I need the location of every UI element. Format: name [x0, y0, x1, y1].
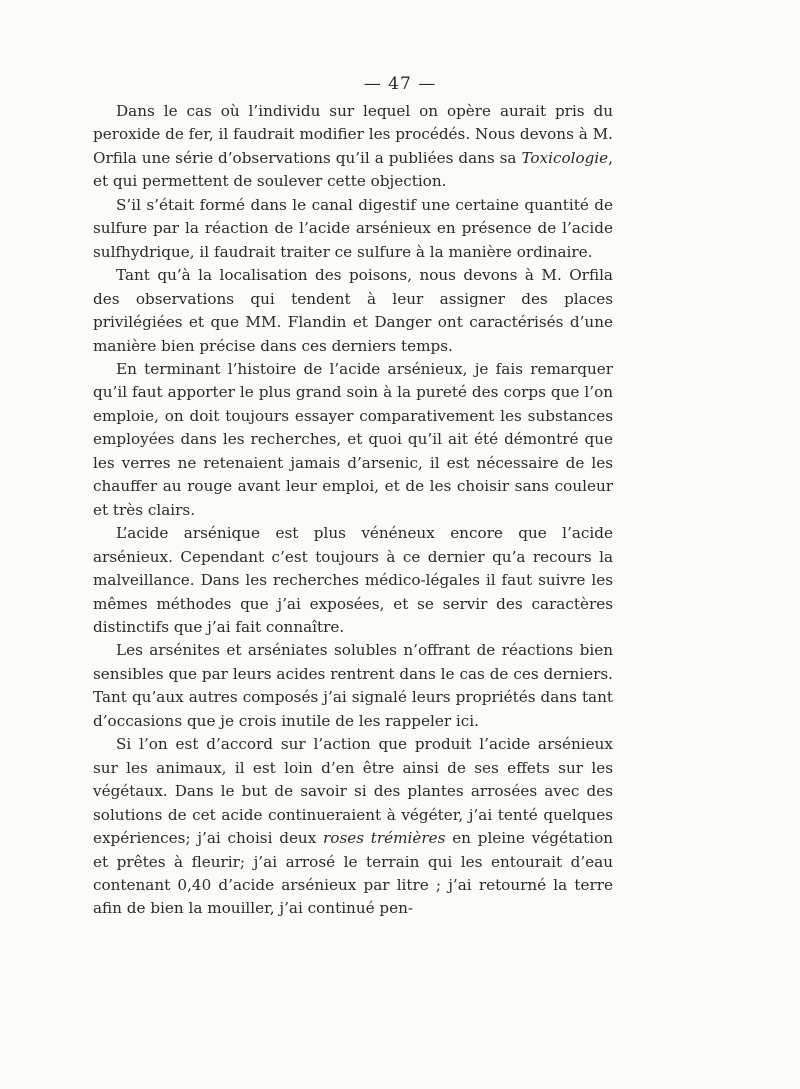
- paragraph-text-part: , et qui permettent de soulever cette objection.: [93, 148, 613, 191]
- paragraph-text-part: Dans le cas où l’individu sur lequel on opère aurait pris du peroxide de fer, il faudrait modifier les procédés. Nous devons à M. Orfila une série d’observations qu’il a publiées dans sa: [93, 102, 613, 167]
- paragraph-arsenites: Les arsénites et arséniates solubles n’offrant de réactions bien sensibles que par leurs acides rentrent dans le cas de ces derniers. Tant qu’aux autres composés j’ai signalé leurs propriétés dans tant d’occasions que je crois inutile de les rappeler ici.: [93, 641, 613, 730]
- toxicologie-title: Toxicologie: [521, 148, 609, 167]
- paragraph-text-part: en pleine végétation et prêtes à fleurir; j’ai arrosé le terrain qui les entourait d’eau contenant 0,40 d’acide arsénieux par litre ; j’ai retourné la terre afin de bien la mouiller, j’ai continué pen-: [93, 829, 614, 918]
- paragraph-vegetaux: [93, 733, 613, 921]
- paragraph-acide-arsenique: L’acide arsénique est plus vénéneux encore que l’acide arsénieux. Cependant c’est toujours à ce dernier qu’a recours la malveillance. Dans les recherches médico-légales il faut suivre les mêmes méthodes que j’ai exposées, et se servir des caractères distinctifs que j’ai fait connaître.: [93, 524, 613, 636]
- roses-tremieres: roses trémières: [323, 829, 446, 848]
- paragraph-localisation: Tant qu’à la localisation des poisons, nous devons à M. Orfila des observations qui tendent à leur assigner des places privilégiées et que MM. Flandin et Danger ont caractérisés d’une manière bien précise dans ces derniers temps.: [93, 266, 613, 355]
- paragraph-sulfure: S’il s’était formé dans le canal digestif une certaine quantité de sulfure par la réaction de l’acide arsénieux en présence de l’acide sulfhydrique, il faudrait traiter ce sulfure à la manière ordinaire.: [93, 195, 613, 261]
- page-number: — 47 —: [363, 74, 437, 94]
- body-text: [93, 100, 613, 921]
- paragraph-text-part: Si l’on est d’accord sur l’action que produit l’acide arsénieux sur les animaux, il est loin d’en être ainsi de ses effets sur les végétaux. Dans le but de savoir si des plantes arrosées avec des solutions de cet acide continueraient à végéter, j’ai tenté quelques expériences; j’ai choisi deux: [93, 735, 613, 848]
- paragraph-purete: En terminant l’histoire de l’acide arsénieux, je fais remarquer qu’il faut apporter le plus grand soin à la pureté des corps que l’on emploie, on doit toujours essayer comparativement les substances employées dans les recherches, et quoi qu’il ait été démontré que les verres ne retenaient jamais d’arsenic, il est nécessaire de les chauffer au rouge avant leur emploi, et de les choisir sans couleur et très clairs.: [93, 359, 613, 519]
- paragraph-peroxide: [93, 100, 613, 194]
